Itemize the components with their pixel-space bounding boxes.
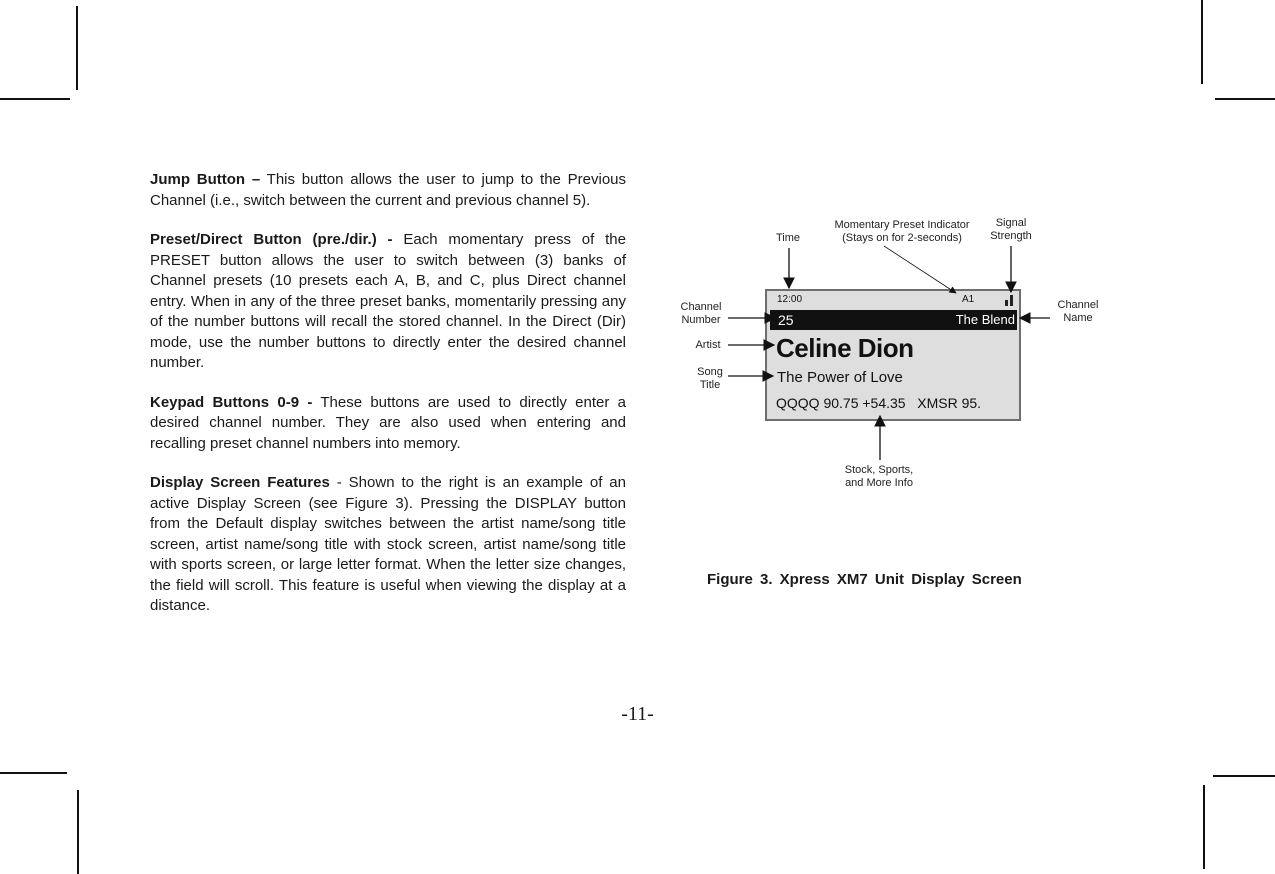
display-features-heading: Display Screen Features xyxy=(150,474,330,491)
display-ticker: QQQQ 90.75 +54.35 XMSR 95. xyxy=(776,395,982,411)
keypad-buttons-heading: Keypad Buttons 0-9 - xyxy=(150,393,313,411)
jump-button-text: This button allows the user to jump to the Previous Channel (i.e., switch between the current and previous channel 5). xyxy=(150,171,627,209)
display-channel-number: 25 xyxy=(778,312,794,328)
label-song-line2: Title xyxy=(699,378,721,391)
label-momentary-preset-line2: (Stays on for 2-seconds) xyxy=(842,231,962,244)
label-stock-line1: Stock, Sports, xyxy=(844,464,914,476)
figure-caption: Figure 3. Xpress XM7 Unit Display Screen xyxy=(707,571,1022,588)
label-channel-number-line1: Channel xyxy=(680,301,722,313)
label-artist: Artist xyxy=(695,339,721,351)
arrow-momentary-preset xyxy=(884,246,956,293)
label-time: Time xyxy=(775,232,801,244)
preset-button-text: Each momentary press of the PRESET button allows the user to switch between (3) banks of Channel presets (10 presets each A, B, and C, plus Direct channel entry. When in any of the three preset banks, momentarily pressing any of the number buttons will recall the stored channel. In the Direct (Dir) mode, use the number buttons to directly enter the desired channel number. xyxy=(150,231,626,371)
display-preset-indicator: A1 xyxy=(962,294,975,305)
label-channel-number-line2: Number xyxy=(681,313,721,326)
display-channel-name: The Blend xyxy=(955,312,1015,327)
display-clock: 12:00 xyxy=(777,294,803,305)
display-artist: Celine Dion xyxy=(776,333,914,363)
label-stock-line2: and More Info xyxy=(845,476,913,489)
label-channel-name-line2: Name xyxy=(1063,311,1093,324)
page-number: -11- xyxy=(621,703,654,725)
label-channel-name-line1: Channel xyxy=(1057,299,1099,311)
label-momentary-preset-line1: Momentary Preset Indicator xyxy=(834,219,970,231)
display-features-text: - Shown to the right is an example of an active Display Screen (see Figure 3). Pressing the DISPLAY button from the Default display switches between the artist name/song title screen, artist name/song title with stock screen, artist name/song title with sports screen, or large letter format. When the letter size changes, the field will scroll. This feature is useful when viewing the display at a distance. xyxy=(150,474,626,614)
display-song-title: The Power of Love xyxy=(777,369,903,386)
label-song-line1: Song xyxy=(697,366,723,378)
label-signal-line2: Strength xyxy=(990,229,1032,242)
jump-button-heading: Jump Button – xyxy=(150,171,261,188)
preset-button-heading: Preset/Direct Button (pre./dir.) - xyxy=(150,231,393,248)
keypad-buttons-text: These buttons are used to directly enter a desired channel number. They are also used when entering and recalling preset channel numbers into memory. xyxy=(150,393,626,452)
label-signal-line1: Signal xyxy=(995,217,1027,229)
